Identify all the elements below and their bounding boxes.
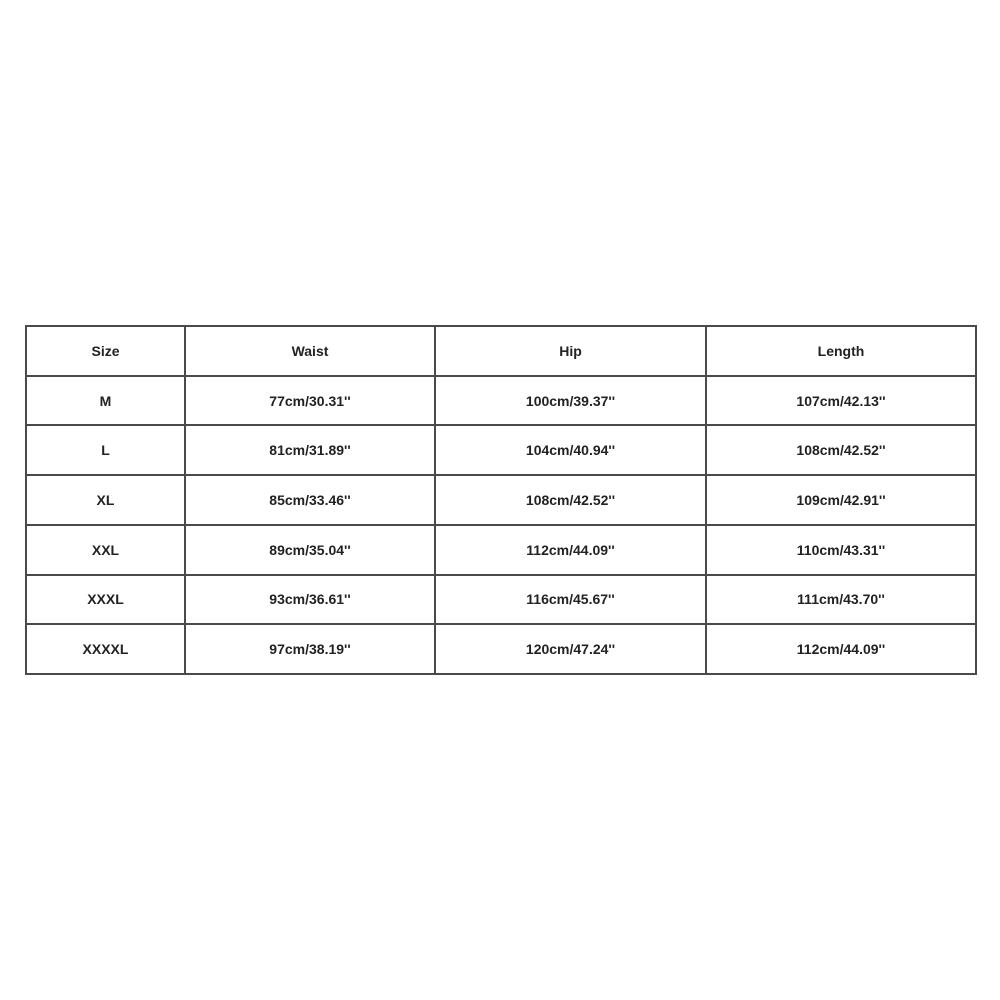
header-length: Length [706,326,976,376]
size-cell: L [26,425,185,475]
table-row [26,624,976,674]
table-header-row [26,326,976,376]
header-size: Size [26,326,185,376]
size-cell: XXXXL [26,624,185,674]
hip-cell: 116cm/45.67'' [435,575,706,625]
waist-cell: 97cm/38.19'' [185,624,435,674]
length-cell: 108cm/42.52'' [706,425,976,475]
hip-cell: 108cm/42.52'' [435,475,706,525]
table-row [26,575,976,625]
size-cell: XXL [26,525,185,575]
hip-cell: 112cm/44.09'' [435,525,706,575]
waist-cell: 93cm/36.61'' [185,575,435,625]
length-cell: 107cm/42.13'' [706,376,976,426]
table-row [26,376,976,426]
waist-cell: 81cm/31.89'' [185,425,435,475]
waist-cell: 85cm/33.46'' [185,475,435,525]
waist-cell: 89cm/35.04'' [185,525,435,575]
length-cell: 109cm/42.91'' [706,475,976,525]
size-cell: M [26,376,185,426]
header-waist: Waist [185,326,435,376]
hip-cell: 100cm/39.37'' [435,376,706,426]
table-row [26,425,976,475]
length-cell: 111cm/43.70'' [706,575,976,625]
size-chart-table [25,325,977,675]
table-row [26,525,976,575]
size-cell: XXXL [26,575,185,625]
length-cell: 112cm/44.09'' [706,624,976,674]
header-hip: Hip [435,326,706,376]
length-cell: 110cm/43.31'' [706,525,976,575]
waist-cell: 77cm/30.31'' [185,376,435,426]
hip-cell: 120cm/47.24'' [435,624,706,674]
size-cell: XL [26,475,185,525]
hip-cell: 104cm/40.94'' [435,425,706,475]
table-row [26,475,976,525]
